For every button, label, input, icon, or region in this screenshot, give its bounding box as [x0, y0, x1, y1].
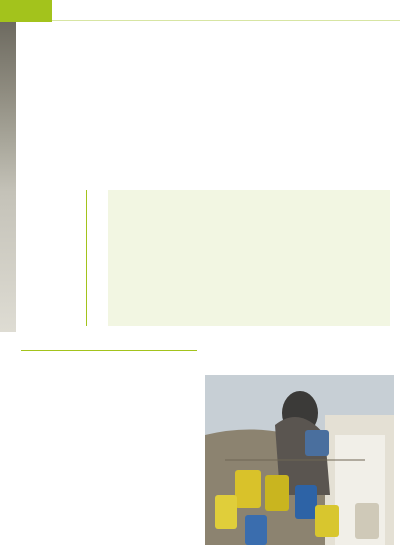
- water-collection-photo: [205, 375, 394, 545]
- tasks-divider: [86, 190, 87, 326]
- photo-illustration: [205, 375, 394, 545]
- margin-photo: [0, 22, 16, 192]
- header-divider: [52, 20, 400, 21]
- margin-photo-fade: [0, 192, 16, 332]
- header-accent: [0, 0, 52, 22]
- page-header: [0, 0, 400, 22]
- watermark: [120, 0, 326, 180]
- tasks-box: [108, 190, 390, 326]
- section-divider: [21, 350, 197, 351]
